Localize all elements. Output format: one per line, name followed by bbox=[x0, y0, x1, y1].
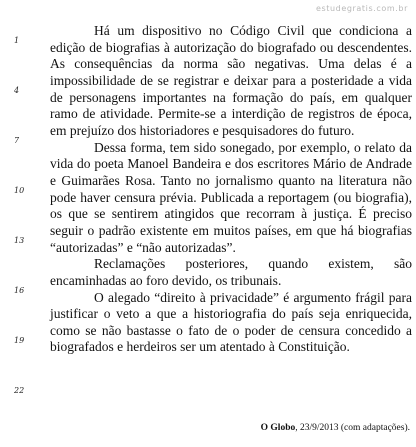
paragraph-3: Reclamações posteriores, quando existem, são encaminhadas ao foro devido, os tribunais. bbox=[50, 256, 412, 288]
line-number: 13 bbox=[14, 236, 25, 245]
line-number: 10 bbox=[14, 186, 25, 195]
source-details: , 23/9/2013 (com adaptações). bbox=[295, 423, 410, 433]
source-citation bbox=[261, 423, 410, 433]
paragraph-2: Dessa forma, tem sido sonegado, por exemplo, o relato da vida do poeta Manoel Bandeira e dos escritores Mário de Andrade e Guimarães Rosa. Tanto no jornalismo quanto na literatura não pode haver censura prévia. Publicada a reportagem (ou biografia), os que se sentirem atingidos que recorram à justiça. É preciso seguir o padrão existente em muitos países, em que há biografias “autorizadas” e “não autorizadas”. bbox=[50, 139, 412, 255]
watermark: estudegratis.com.br bbox=[315, 4, 408, 13]
paragraph-4: O alegado “direito à privacidade” é argumento frágil para justificar o veto a que a historiografia do país seja enriquecida, como se não bastasse o fato de o poder de censura concedido a biografados e herdeiros ser um atentado à Constituição. bbox=[50, 289, 412, 355]
source-name: O Globo bbox=[260, 423, 296, 433]
paragraph-1: Há um dispositivo no Código Civil que condiciona a edição de biografias à autorização do biografado ou descendentes. As consequências da norma são negativas. Uma delas é a impossibilidade de se registrar e deixar para a posteridade a vida de personagens importantes na formação do país, em qualquer ramo de atividade. Permite-se a interdição de registros de época, em prejuízo dos historiadores e pesquisadores do futuro. bbox=[50, 23, 412, 138]
line-number: 16 bbox=[14, 286, 25, 295]
article-body bbox=[50, 23, 412, 356]
line-number: 4 bbox=[14, 86, 20, 95]
line-number: 7 bbox=[14, 136, 20, 145]
line-number: 19 bbox=[14, 336, 25, 345]
line-number: 22 bbox=[14, 386, 25, 395]
line-number: 1 bbox=[14, 36, 20, 45]
